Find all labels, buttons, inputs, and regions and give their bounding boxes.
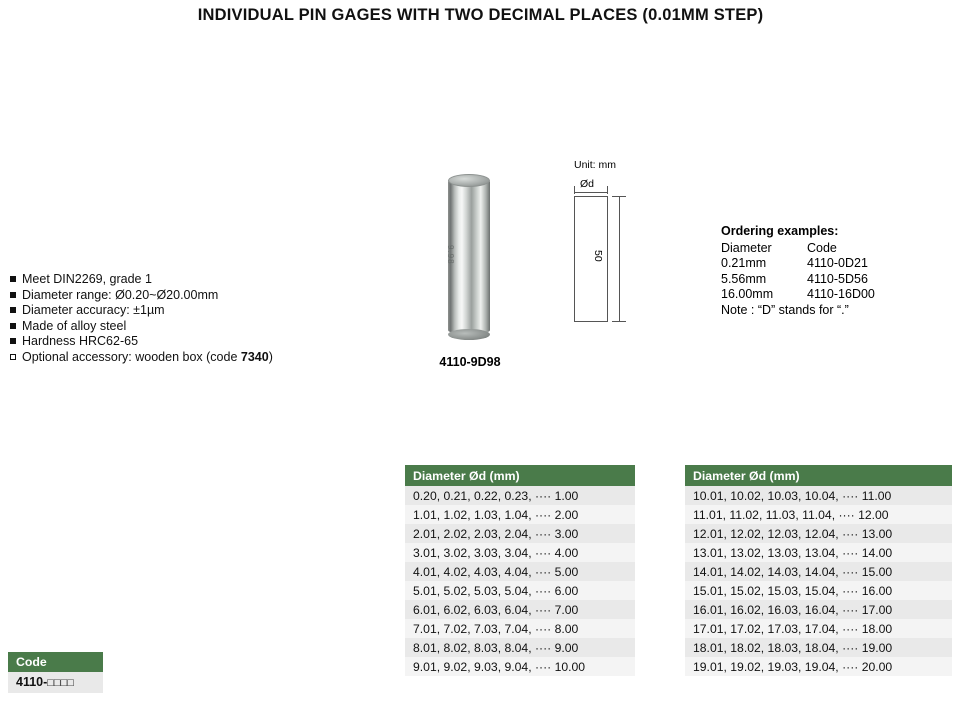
ordering-row bbox=[721, 272, 875, 288]
diameter-range-cell: 4.01, 4.02, 4.03, 4.04, ···· 5.00 bbox=[405, 562, 635, 581]
diameter-range-cell: 3.01, 3.02, 3.03, 3.04, ···· 4.00 bbox=[405, 543, 635, 562]
table-row bbox=[685, 486, 952, 505]
diameter-dim-line bbox=[574, 192, 608, 193]
pin-gage-code-caption: 4110-9D98 bbox=[439, 355, 501, 369]
table-row bbox=[685, 505, 952, 524]
table-row bbox=[405, 543, 635, 562]
bullet-icon bbox=[10, 338, 16, 344]
table-row bbox=[685, 524, 952, 543]
diameter-table-right-header: Diameter Ød (mm) bbox=[685, 465, 952, 486]
diameter-table-left bbox=[405, 465, 635, 676]
feature-text: Meet DIN2269, grade 1 bbox=[22, 272, 152, 286]
length-dim-value: 50 bbox=[592, 250, 604, 262]
table-row bbox=[405, 600, 635, 619]
table-row bbox=[685, 638, 952, 657]
diameter-range-cell: 15.01, 15.02, 15.03, 15.04, ···· 16.00 bbox=[685, 581, 952, 600]
ordering-row bbox=[721, 287, 875, 303]
table-row bbox=[405, 524, 635, 543]
diameter-range-cell: 1.01, 1.02, 1.03, 1.04, ···· 2.00 bbox=[405, 505, 635, 524]
bullet-icon bbox=[10, 292, 16, 298]
bullet-icon bbox=[10, 276, 16, 282]
feature-text: Diameter accuracy: ±1µm bbox=[22, 303, 165, 317]
diameter-range-cell: 7.01, 7.02, 7.03, 7.04, ···· 8.00 bbox=[405, 619, 635, 638]
pin-bottom-face bbox=[448, 329, 490, 340]
ordering-row bbox=[721, 256, 875, 272]
diameter-table-right bbox=[685, 465, 952, 676]
table-row bbox=[405, 505, 635, 524]
diameter-range-cell: 6.01, 6.02, 6.03, 6.04, ···· 7.00 bbox=[405, 600, 635, 619]
feature-text: Diameter range: Ø0.20~Ø20.00mm bbox=[22, 287, 219, 302]
feature-item bbox=[10, 288, 350, 304]
diameter-range-cell: 8.01, 8.02, 8.03, 8.04, ···· 9.00 bbox=[405, 638, 635, 657]
table-row bbox=[685, 543, 952, 562]
feature-text: Hardness HRC62-65 bbox=[22, 334, 139, 348]
feature-list bbox=[10, 272, 350, 365]
table-row bbox=[685, 619, 952, 638]
ordering-examples-table bbox=[721, 241, 875, 303]
ordering-diameter: 5.56mm bbox=[721, 271, 767, 286]
pin-top-face bbox=[448, 174, 490, 187]
diameter-range-cell: 10.01, 10.02, 10.03, 10.04, ···· 11.00 bbox=[685, 486, 952, 505]
diameter-range-cell: 18.01, 18.02, 18.03, 18.04, ···· 19.00 bbox=[685, 638, 952, 657]
feature-item bbox=[10, 272, 350, 288]
ordering-diameter: 16.00mm bbox=[721, 287, 774, 301]
diameter-range-cell: 12.01, 12.02, 12.03, 12.04, ···· 13.00 bbox=[685, 524, 952, 543]
bullet-icon bbox=[10, 307, 16, 313]
diameter-range-cell: 9.01, 9.02, 9.03, 9.04, ···· 10.00 bbox=[405, 657, 635, 676]
table-row bbox=[405, 638, 635, 657]
diameter-range-cell: 17.01, 17.02, 17.03, 17.04, ···· 18.00 bbox=[685, 619, 952, 638]
feature-text: Optional accessory: wooden box (code bbox=[22, 349, 241, 364]
diameter-range-cell: 5.01, 5.02, 5.03, 5.04, ···· 6.00 bbox=[405, 581, 635, 600]
feature-item bbox=[10, 334, 350, 350]
code-box-header: Code bbox=[8, 652, 103, 672]
table-row bbox=[685, 657, 952, 676]
bullet-icon bbox=[10, 323, 16, 329]
feature-text-tail: ) bbox=[268, 349, 273, 364]
ordering-note: Note : “D” stands for “.” bbox=[721, 302, 849, 317]
ordering-code: 4110-16D00 bbox=[807, 287, 875, 301]
ordering-header-row bbox=[721, 241, 875, 257]
code-box bbox=[8, 652, 103, 693]
diameter-symbol-label: Ød bbox=[580, 178, 595, 190]
ordering-col-header: Diameter bbox=[721, 240, 772, 255]
unit-label: Unit: mm bbox=[574, 159, 616, 171]
feature-item bbox=[10, 319, 350, 335]
table-row bbox=[685, 600, 952, 619]
diameter-range-cell: 16.01, 16.02, 16.03, 16.04, ···· 17.00 bbox=[685, 600, 952, 619]
ordering-code: 4110-5D56 bbox=[807, 271, 868, 286]
diameter-range-cell: 13.01, 13.02, 13.03, 13.04, ···· 14.00 bbox=[685, 543, 952, 562]
code-prefix: 4110- bbox=[16, 675, 48, 689]
feature-text: Made of alloy steel bbox=[22, 318, 127, 333]
feature-code: 7340 bbox=[240, 349, 269, 364]
table-row bbox=[405, 562, 635, 581]
pin-engraved-label: 9.98 bbox=[446, 245, 455, 265]
diameter-range-cell: 14.01, 14.02, 14.03, 14.04, ···· 15.00 bbox=[685, 562, 952, 581]
ordering-diameter: 0.21mm bbox=[721, 256, 767, 270]
ordering-examples bbox=[721, 224, 875, 318]
table-row bbox=[405, 581, 635, 600]
table-row bbox=[405, 486, 635, 505]
ordering-examples-heading: Ordering examples: bbox=[721, 224, 839, 238]
table-row bbox=[685, 562, 952, 581]
length-dim-line bbox=[619, 196, 620, 322]
diameter-range-cell: 0.20, 0.21, 0.22, 0.23, ···· 1.00 bbox=[405, 486, 635, 505]
feature-item bbox=[10, 350, 350, 366]
code-placeholder: □□□□ bbox=[47, 677, 74, 689]
page-title: INDIVIDUAL PIN GAGES WITH TWO DECIMAL PLACES (0.01MM STEP) bbox=[197, 6, 764, 24]
table-row bbox=[685, 581, 952, 600]
diameter-range-cell: 11.01, 11.02, 11.03, 11.04, ···· 12.00 bbox=[685, 505, 952, 524]
ordering-code: 4110-0D21 bbox=[807, 256, 868, 270]
diameter-range-cell: 19.01, 19.02, 19.03, 19.04, ···· 20.00 bbox=[685, 657, 952, 676]
feature-item bbox=[10, 303, 350, 319]
diameter-table-left-header: Diameter Ød (mm) bbox=[405, 465, 635, 486]
bullet-icon bbox=[10, 354, 16, 360]
table-row bbox=[405, 657, 635, 676]
code-box-value bbox=[8, 672, 103, 693]
diameter-range-cell: 2.01, 2.02, 2.03, 2.04, ···· 3.00 bbox=[405, 524, 635, 543]
ordering-col-header: Code bbox=[807, 240, 837, 255]
table-row bbox=[405, 619, 635, 638]
